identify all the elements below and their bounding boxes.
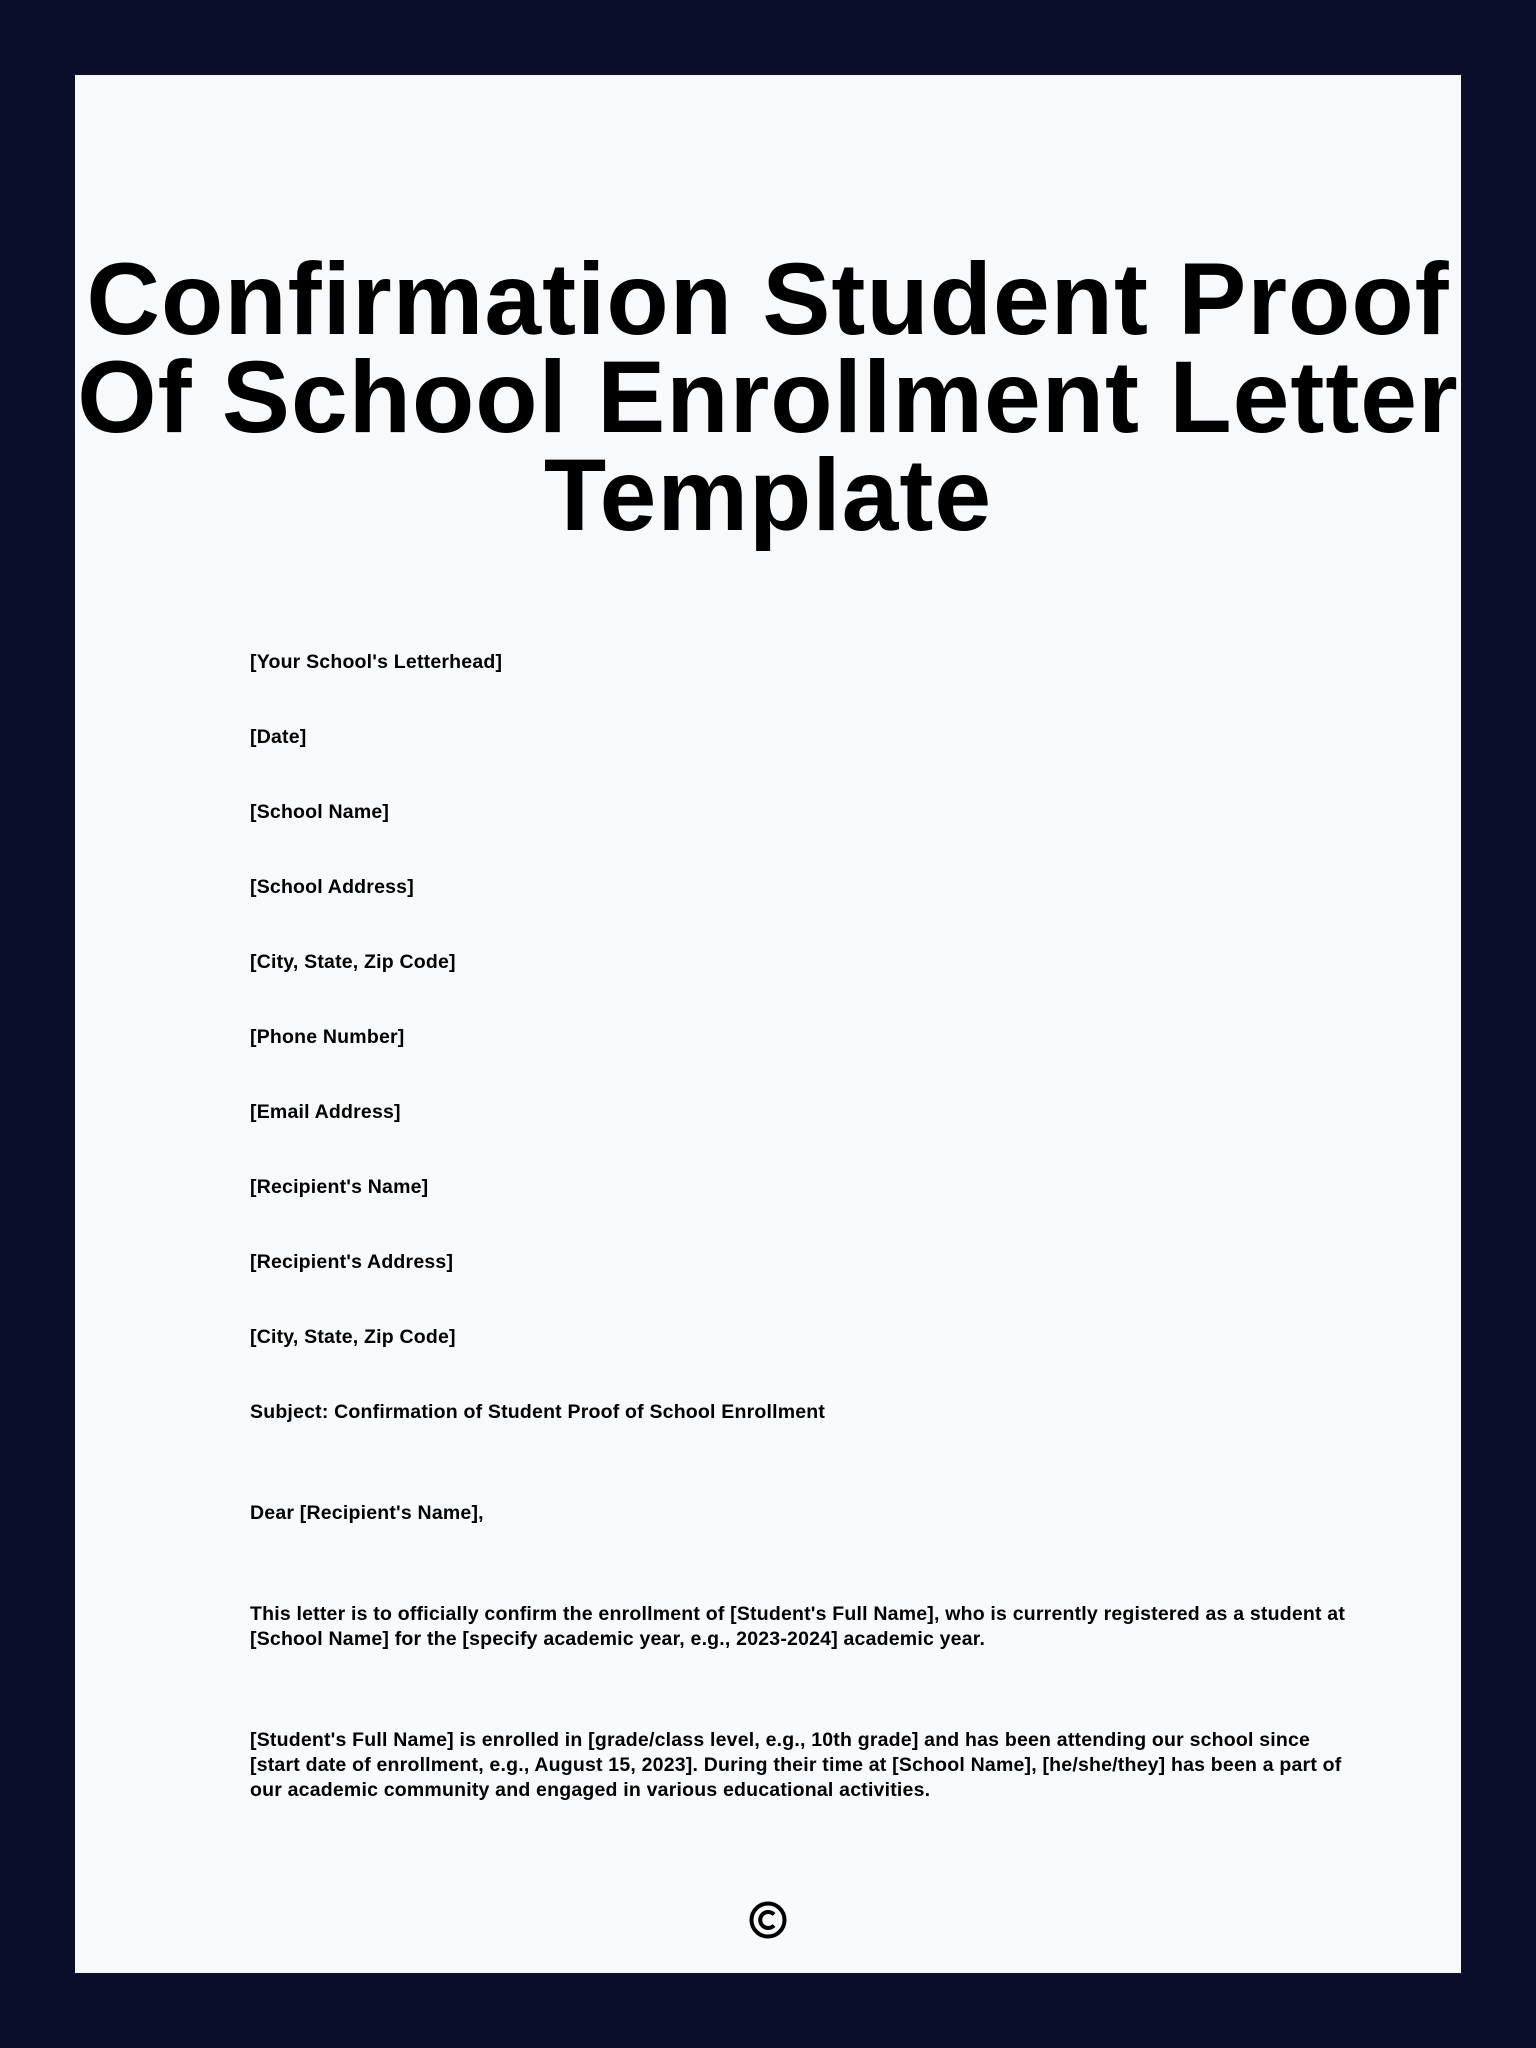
recipient-city-line: [City, State, Zip Code]	[250, 1326, 456, 1348]
email-line: [Email Address]	[250, 1101, 401, 1123]
recipient-address-line: [Recipient's Address]	[250, 1251, 454, 1273]
school-address-line: [School Address]	[250, 876, 414, 898]
date-line: [Date]	[250, 726, 307, 748]
phone-line: [Phone Number]	[250, 1026, 405, 1048]
document-title: Confirmation Student Proof Of School Enrollment Letter Template	[77, 242, 1459, 552]
copyright-icon	[748, 1900, 788, 1940]
salutation-line: Dear [Recipient's Name],	[250, 1502, 484, 1524]
subject-line: Subject: Confirmation of Student Proof of School Enrollment	[250, 1401, 826, 1423]
recipient-name-line: [Recipient's Name]	[250, 1176, 429, 1198]
body-paragraph: [Student's Full Name] is enrolled in [grade/class level, e.g., 10th grade] and has been attending our school since [start date of enrollment, e.g., August 15, 2023]. During their time at [School Name], [he/she/they] has been a part of our academic community and engaged in various educational activities.	[250, 1729, 1342, 1801]
document-page	[75, 75, 1461, 1973]
school-name-line: [School Name]	[250, 801, 390, 823]
body-paragraph: This letter is to officially confirm the enrollment of [Student's Full Name], who is currently registered as a student at [School Name] for the [specify academic year, e.g., 2023-2024] academic year.	[250, 1603, 1346, 1650]
school-city-line: [City, State, Zip Code]	[250, 951, 456, 973]
copyright-footer	[75, 1900, 1461, 1945]
letter-body	[250, 649, 1360, 1879]
letterhead-line: [Your School's Letterhead]	[250, 651, 503, 673]
